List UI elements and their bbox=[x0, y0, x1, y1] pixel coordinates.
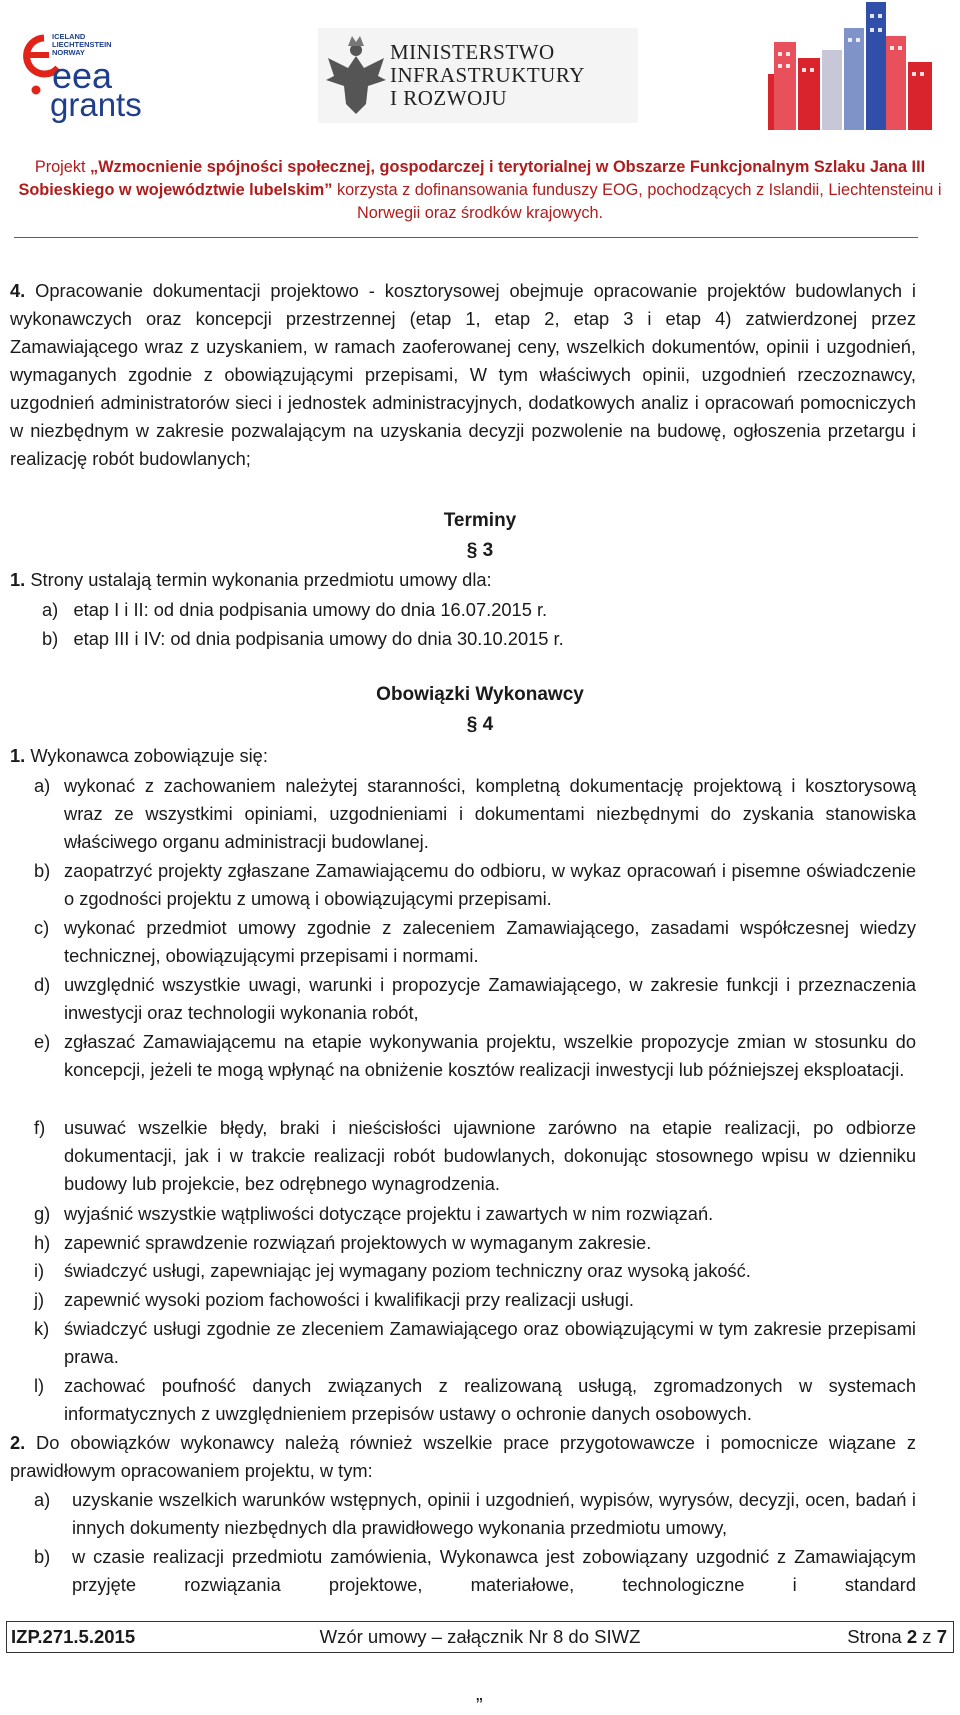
footer-page-prefix: Strona bbox=[847, 1626, 907, 1647]
obowiazki-item-2 bbox=[10, 1429, 916, 1485]
eea-wordmark: eea bbox=[52, 55, 113, 96]
duty-g-label: g) bbox=[34, 1203, 51, 1224]
ministry-line-1: MINISTERSTWO bbox=[390, 40, 555, 64]
footer-document-title: Wzór umowy – załącznik Nr 8 do SIWZ bbox=[319, 1626, 641, 1647]
duty-e-text: zgłaszać Zamawiającemu na etapie wykonywania projektu, wszelkie propozycje zmian w stosunku do koncepcji, jeżeli te mogą wpłynąć na obniżenie kosztów realizacji inwestycji lub późniejszej eksploatacji. bbox=[64, 1031, 916, 1080]
prep-b-text: w czasie realizacji przedmiotu zamówienia, Wykonawca jest zobowiązany uzgodnić z Zamawiającym przyjęte rozwiązania projektowe, materiałowe, technologiczne i standard bbox=[72, 1546, 916, 1595]
prep-a-text: uzyskanie wszelkich warunków wstępnych, opinii i uzgodnień, wypisów, wyrysów, decyzji, ocen, badań i innych dokumenty niezbędnych dla prawidłowego wykonania przedmiotu umowy, bbox=[72, 1489, 916, 1538]
footer-page-total: 7 bbox=[936, 1626, 947, 1647]
duty-d-text: uwzględnić wszystkie uwagi, warunki i propozycje Zamawiającego, w zakresie funkcji i przeznaczenia inwestycji oraz technologii wykonania robót, bbox=[64, 974, 916, 1023]
section-number-3: § 3 bbox=[466, 540, 494, 561]
project-lead: Projekt bbox=[34, 158, 91, 176]
obowiazki-item-1 bbox=[10, 742, 268, 770]
ministry-line-2: INFRASTRUKTURY bbox=[390, 63, 585, 87]
country-liechtenstein: LIECHTENSTEIN bbox=[52, 40, 112, 49]
duty-f-text: usuwać wszelkie błędy, braki i nieścisłości ujawnione zarówno na etapie realizacji, po odbiorze dokumentacji, jak i w trakcie realizacji robót budowlanych, dokonując stosownego wpisu w dzienniku budowy lub projekcie, bez odrębnego wynagrodzenia. bbox=[64, 1117, 916, 1194]
prep-a-label: a) bbox=[34, 1489, 51, 1510]
header-divider bbox=[14, 237, 918, 238]
duty-j-label: j) bbox=[34, 1289, 45, 1310]
footer-page-number bbox=[847, 1622, 947, 1652]
ministry-line-3: I ROZWOJU bbox=[390, 86, 508, 110]
obowiazki-item-2-text: Do obowiązków wykonawcy należą również wszelkie prace przygotowawcze i pomocnicze wiązane z prawidłowym opracowaniem projektu, w tym: bbox=[10, 1432, 916, 1481]
duty-i-text: świadczyć usługi, zapewniając jej wymagany poziom techniczny oraz wysoką jakość. bbox=[64, 1260, 751, 1281]
duty-i-label: i) bbox=[34, 1260, 45, 1281]
terminy-item-b: b) etap III i IV: od dnia podpisania umowy do dnia 30.10.2015 r. bbox=[42, 628, 564, 649]
paragraph-4-number: 4. bbox=[10, 280, 26, 301]
duty-j-text: zapewnić wysoki poziom fachowości i kwalifikacji przy realizacji usługi. bbox=[64, 1289, 634, 1310]
city-skyline-logo bbox=[766, 2, 936, 134]
duty-a-text: wykonać z zachowaniem należytej staranności, kompletną dokumentację projektową i kosztorysową wraz ze wszystkimi opiniami, uzgodnieniami i dokumentami niezbędnymi do zyskania stanowiska właściwego organu administracji budowlanej. bbox=[64, 775, 916, 852]
duty-f-label: f) bbox=[34, 1117, 46, 1138]
duty-c-text: wykonać przedmiot umowy zgodnie z zaleceniem Zamawiającego, zasadami współczesnej wiedzy technicznej, obowiązującymi przepisami i normami. bbox=[64, 917, 916, 966]
terminy-item-1 bbox=[10, 566, 492, 594]
page-footer bbox=[6, 1621, 954, 1653]
country-norway: NORWAY bbox=[52, 48, 85, 57]
section-heading-terminy: Terminy bbox=[443, 510, 517, 531]
duty-b-label: b) bbox=[34, 860, 51, 881]
grants-wordmark: grants bbox=[50, 86, 142, 123]
terminy-item-1-text: Strony ustalają termin wykonania przedmiotu umowy dla: bbox=[25, 569, 492, 590]
trailing-quote-mark: „ bbox=[476, 1683, 483, 1705]
duty-c-label: c) bbox=[34, 917, 50, 938]
duty-a-label: a) bbox=[34, 775, 51, 796]
duty-l-label: l) bbox=[34, 1375, 45, 1396]
section-number-4: § 4 bbox=[466, 714, 494, 735]
obowiazki-item-1-number: 1. bbox=[10, 745, 26, 766]
terminy-item-1-number: 1. bbox=[10, 569, 26, 590]
obowiazki-item-1-text: Wykonawca zobowiązuje się: bbox=[25, 745, 268, 766]
duty-k-label: k) bbox=[34, 1318, 50, 1339]
duty-l-text: zachować poufność danych związanych z realizowaną usługą, zgromadzonych w systemach informatycznych z uwzględnieniem przepisów ustawy o ochronie danych osobowych. bbox=[64, 1375, 916, 1424]
project-title: „Wzmocnienie spójności społecznej, gospodarczej i terytorialnej w Obszarze Funkcjonalnym Szlaku Jana III Sobieskiego w województwie lubelskim” bbox=[18, 158, 926, 199]
ministry-name bbox=[390, 41, 585, 110]
project-banner bbox=[0, 156, 960, 225]
footer-page-mid: z bbox=[917, 1626, 937, 1647]
duty-d-label: d) bbox=[34, 974, 51, 995]
duty-k-text: świadczyć usługi zgodnie ze zleceniem Zamawiającego oraz obowiązującymi w tym zakresie przepisami prawa. bbox=[64, 1318, 916, 1367]
terminy-item-a: a) etap I i II: od dnia podpisania umowy do dnia 16.07.2015 r. bbox=[42, 599, 548, 620]
footer-reference: IZP.271.5.2015 bbox=[11, 1626, 136, 1647]
obowiazki-item-2-number: 2. bbox=[10, 1432, 26, 1453]
section-heading-obowiazki: Obowiązki Wykonawcy bbox=[376, 684, 584, 705]
paragraph-4 bbox=[10, 277, 916, 473]
footer-page-current: 2 bbox=[906, 1626, 918, 1647]
prep-b-label: b) bbox=[34, 1546, 51, 1567]
project-funding: korzysta z dofinansowania funduszy EOG, pochodzących z Islandii, Liechtensteinu i Norwegii oraz środków krajowych. bbox=[332, 181, 942, 222]
duty-e-label: e) bbox=[34, 1031, 51, 1052]
duty-h-label: h) bbox=[34, 1232, 51, 1253]
duty-g-text: wyjaśnić wszystkie wątpliwości dotyczące projektu i zawartych w nim rozwiązań. bbox=[64, 1203, 714, 1224]
country-iceland: ICELAND bbox=[52, 32, 86, 41]
eea-grants-logo bbox=[14, 28, 164, 123]
duty-b-text: zaopatrzyć projekty zgłaszane Zamawiającemu do odbioru, w wykaz opracowań i pisemne oświadczenie o zgodności projektu z umową i obowiązującymi przepisami. bbox=[64, 860, 916, 909]
duty-h-text: zapewnić sprawdzenie rozwiązań projektowych w wymaganym zakresie. bbox=[64, 1232, 652, 1253]
paragraph-4-text: Opracowanie dokumentacji projektowo - kosztorysowej obejmuje opracowanie projektów budowlanych i wykonawczych oraz koncepcji przestrzennej (etap 1, etap 2, etap 3 i etap 4) zatwierdzonej przez Zamawiającego wraz z uzyskaniem, w ramach zaoferowanej ceny, wszelkich dokumentów, opinii i uzgodnień, wymaganych zgodnie z obowiązującymi przepisami, W tym właściwych opinii, uzgodnień rzeczoznawcy, uzgodnień administratorów sieci i jednostek administracyjnych, dodatkowych analiz i opracowań pomocniczych w niezbędnym w zakresie pozwalającym na uzyskania decyzji pozwolenie na budowę, ogłoszenia przetargu i realizację robót budowlanych; bbox=[10, 280, 916, 469]
